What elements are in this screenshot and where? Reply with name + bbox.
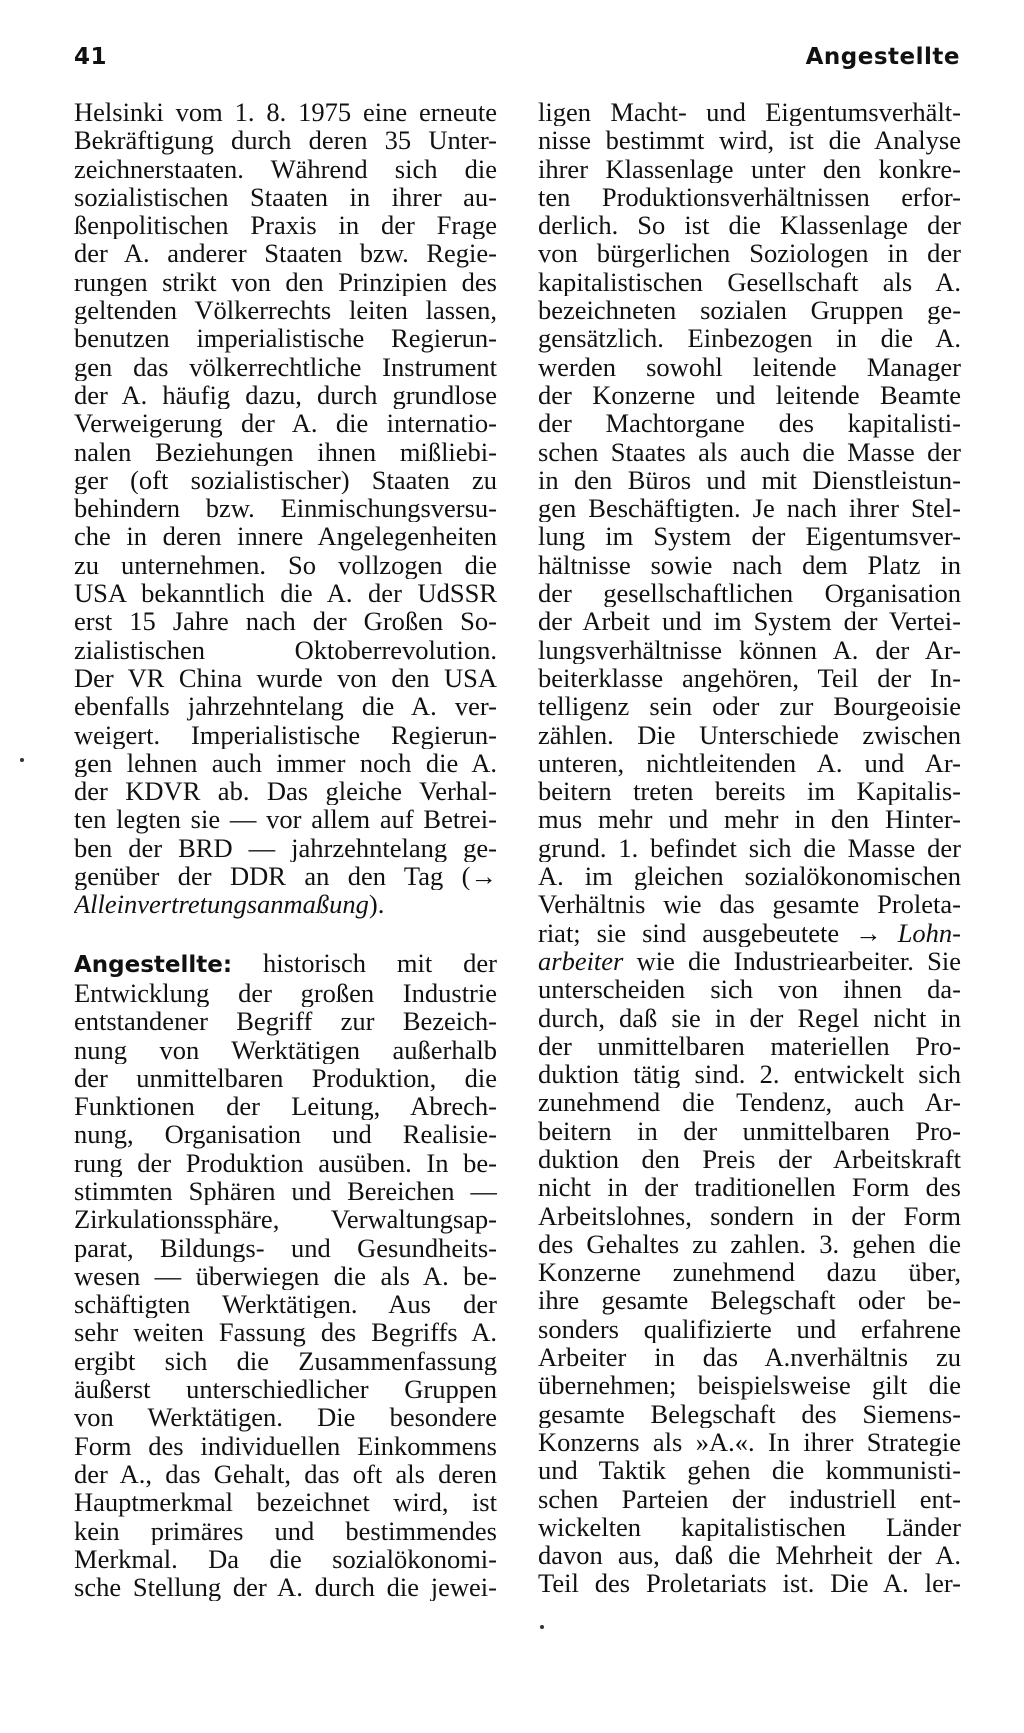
text-line: der Machtorgane des kapitalisti-: [538, 409, 961, 438]
right-text-b: [538, 975, 961, 1598]
text-line: ebenfalls jahrzehntelang die A. ver-: [74, 692, 497, 721]
entry-keyword: Angestellte:: [74, 951, 233, 978]
running-head: Angestellte: [805, 44, 960, 70]
text-line: ßenpolitischen Praxis in der Frage: [74, 211, 497, 240]
text-line: telligenz sein oder zur Bourgeoisie: [538, 692, 961, 721]
text-line: behindern bzw. Einmischungsversu-: [74, 494, 497, 523]
text-line: schen Staates als auch die Masse der: [538, 437, 961, 466]
text-line: gensätzlich. Einbezogen in die A.: [538, 324, 961, 353]
crossref-after: wie die Industriearbeiter. Sie: [623, 946, 961, 976]
text-line: sche Stellung der A. durch die jewei-: [74, 1573, 497, 1602]
text-line: Form des individuellen Einkommens: [74, 1431, 497, 1460]
right-column: [538, 98, 961, 1598]
text-line: nalen Beziehungen ihnen mißliebi-: [74, 437, 497, 466]
text-line: Hauptmerkmal bezeichnet wird, ist: [74, 1488, 497, 1517]
text-line: ten Produktionsverhältnissen erfor-: [538, 182, 961, 212]
crossref-link-arbeiter[interactable]: arbeiter: [538, 946, 624, 976]
text-line: schäftigten Werktätigen. Aus der: [74, 1290, 497, 1319]
text-line: der A. häufig dazu, durch grundlose: [74, 380, 497, 410]
text-line: weigert. Imperialistische Regierun-: [74, 720, 497, 749]
text-line: sehr weiten Fassung des Begriffs A.: [74, 1318, 497, 1347]
left-column: [74, 98, 497, 1601]
text-line: nisse bestimmt wird, ist die Analyse: [538, 126, 961, 155]
text-line: beitern in der unmittelbaren Pro-: [538, 1116, 961, 1145]
text-line: ihrer Klassenlage unter den konkre-: [538, 154, 961, 183]
text-line: nung von Werktätigen außerhalb: [74, 1035, 497, 1064]
text-line: sozialistischen Staaten in ihrer au-: [74, 182, 497, 212]
text-line: Funktionen der Leitung, Abrech-: [74, 1092, 497, 1121]
text-line: Arbeitslohnes, sondern in der Form: [538, 1201, 961, 1230]
text-line: A. im gleichen sozialökonomischen: [538, 862, 961, 891]
text-line: entstandener Begriff zur Bezeich-: [74, 1007, 497, 1036]
text-line: mus mehr und mehr in den Hinter-: [538, 805, 961, 834]
text-line: Merkmal. Da die sozialökonomi-: [74, 1544, 497, 1574]
text-line: duktion tätig sind. 2. entwickelt sich: [538, 1060, 961, 1089]
text-line: ten legten sie — vor allem auf Betrei-: [74, 805, 497, 834]
text-line: der Konzerne und leitende Beamte: [538, 380, 961, 410]
text-line: gen Beschäftigten. Je nach ihrer Stel-: [538, 494, 961, 523]
text-line: Entwicklung der großen Industrie: [74, 978, 497, 1008]
crossref-line-arbeiter: [538, 947, 961, 975]
text-line: sonders qualifizierte und erfahrene: [538, 1314, 961, 1344]
text-line: zunehmend die Tendenz, auch Ar-: [538, 1088, 961, 1117]
crossref-line: [74, 890, 497, 918]
text-line: des Gehaltes zu zahlen. 3. gehen die: [538, 1229, 961, 1259]
crossref-link-lohn[interactable]: Lohn-: [897, 918, 961, 947]
text-line: schen Parteien der industriell ent-: [538, 1484, 961, 1513]
text-line: wesen — überwiegen die als A. be-: [74, 1261, 497, 1291]
entry-heading-line: [74, 949, 497, 979]
text-line: der A., das Gehalt, das oft als deren: [74, 1459, 497, 1489]
text-line: der unmittelbaren Produktion, die: [74, 1063, 497, 1093]
text-line: bezeichneten sozialen Gruppen ge-: [538, 296, 961, 325]
text-line: genüber der DDR an den Tag (→: [74, 862, 497, 891]
text-line: Zirkulationssphäre, Verwaltungsap-: [74, 1205, 497, 1234]
text-line: Arbeiter in das A.nverhältnis zu: [538, 1343, 961, 1372]
text-line: kein primäres und bestimmendes: [74, 1516, 497, 1545]
text-line: Helsinki vom 1. 8. 1975 eine erneute: [74, 98, 497, 127]
text-line: zeichnerstaaten. Während sich die: [74, 154, 497, 183]
text-line: Verhältnis wie das gesamte Proleta-: [538, 890, 961, 919]
text-line: USA bekanntlich die A. der UdSSR: [74, 579, 497, 608]
text-line: ben der BRD — jahrzehntelang ge-: [74, 833, 497, 863]
text-line: nicht in der traditionellen Form des: [538, 1173, 961, 1202]
text-line: wickelten kapitalistischen Länder: [538, 1512, 961, 1542]
text-line: zählen. Die Unterschiede zwischen: [538, 720, 961, 749]
text-line: ergibt sich die Zusammenfassung: [74, 1346, 497, 1376]
text-line: von Werktätigen. Die besondere: [74, 1403, 497, 1432]
text-line: Konzerne zunehmend dazu über,: [538, 1258, 961, 1287]
text-line: unterscheiden sich von ihnen da-: [538, 975, 961, 1004]
text-line: davon aus, daß die Mehrheit der A.: [538, 1541, 961, 1570]
crossref-close: ).: [368, 890, 385, 919]
text-line: Bekräftigung durch deren 35 Unter-: [74, 126, 497, 155]
text-line: und Taktik gehen die kommunisti-: [538, 1456, 961, 1485]
stray-mark: [20, 758, 24, 762]
page-number: 41: [74, 44, 108, 70]
text-line: Teil des Proletariats ist. Die A. ler-: [538, 1569, 961, 1598]
text-line: rungen strikt von den Prinzipien des: [74, 267, 497, 297]
text-line: ihre gesamte Belegschaft oder be-: [538, 1286, 961, 1315]
text-line: duktion den Preis der Arbeitskraft: [538, 1144, 961, 1174]
entry-text: [74, 979, 497, 1602]
text-line: benutzen imperialistische Regierun-: [74, 324, 497, 353]
entry-gap: [74, 919, 497, 949]
text-line: geltenden Völkerrechts leiten lassen,: [74, 296, 497, 325]
text-line: erst 15 Jahre nach der Großen So-: [74, 607, 497, 636]
text-line: ger (oft sozialistischer) Staaten zu: [74, 465, 497, 495]
text-line: beiterklasse angehören, Teil der In-: [538, 663, 961, 693]
text-line: Verweigerung der A. die internatio-: [74, 409, 497, 438]
right-text-a: [538, 98, 961, 919]
text-line: der A. anderer Staaten bzw. Regie-: [74, 239, 497, 268]
crossref-line-lohnarbeiter: [538, 919, 961, 947]
text-line: zialistischen Oktoberrevolution.: [74, 635, 497, 664]
text-line: grund. 1. befindet sich die Masse der: [538, 833, 961, 863]
text-line: derlich. So ist die Klassenlage der: [538, 211, 961, 240]
text-line: werden sowohl leitende Manager: [538, 352, 961, 381]
text-line: lungsverhältnisse können A. der Ar-: [538, 635, 961, 664]
text-line: Konzerns als »A.«. In ihrer Strategie: [538, 1427, 961, 1457]
text-line: übernehmen; beispielsweise gilt die: [538, 1371, 961, 1400]
text-line: beitern treten bereits im Kapitalis-: [538, 777, 961, 806]
text-line: von bürgerlichen Soziologen in der: [538, 239, 961, 268]
text-line: nung, Organisation und Realisie-: [74, 1120, 497, 1149]
crossref-before: riat; sie sind ausgebeutete →: [538, 918, 882, 947]
text-line: unteren, nichtleitenden A. und Ar-: [538, 748, 961, 778]
text-line: äußerst unterschiedlicher Gruppen: [74, 1375, 497, 1404]
text-line: rung der Produktion ausüben. In be-: [74, 1148, 497, 1177]
entry-first-line-rest: historisch mit der: [262, 948, 497, 978]
text-line: stimmten Sphären und Bereichen —: [74, 1176, 497, 1206]
text-line: kapitalistischen Gesellschaft als A.: [538, 267, 961, 297]
text-line: gen das völkerrechtliche Instrument: [74, 352, 497, 381]
text-line: der KDVR ab. Das gleiche Verhal-: [74, 777, 497, 806]
text-line: gen lehnen auch immer noch die A.: [74, 748, 497, 778]
text-line: che in deren innere Angelegenheiten: [74, 522, 497, 551]
text-line: der unmittelbaren materiellen Pro-: [538, 1031, 961, 1061]
text-line: in den Büros und mit Dienstleistun-: [538, 465, 961, 495]
text-line: zu unternehmen. So vollzogen die: [74, 550, 497, 580]
text-line: durch, daß sie in der Regel nicht in: [538, 1003, 961, 1032]
text-line: der gesellschaftlichen Organisation: [538, 579, 961, 608]
crossref-link[interactable]: Alleinvertretungsanmaßung: [74, 890, 369, 919]
stray-mark: [540, 1625, 544, 1629]
text-line: hältnisse sowie nach dem Platz in: [538, 550, 961, 580]
left-continued-text: [74, 98, 497, 890]
text-line: lung im System der Eigentumsver-: [538, 522, 961, 551]
text-line: parat, Bildungs- und Gesundheits-: [74, 1233, 497, 1262]
text-line: gesamte Belegschaft des Siemens-: [538, 1399, 961, 1428]
text-line: Der VR China wurde von den USA: [74, 663, 497, 693]
text-line: der Arbeit und im System der Vertei-: [538, 607, 961, 636]
text-line: ligen Macht- und Eigentumsverhält-: [538, 98, 961, 127]
